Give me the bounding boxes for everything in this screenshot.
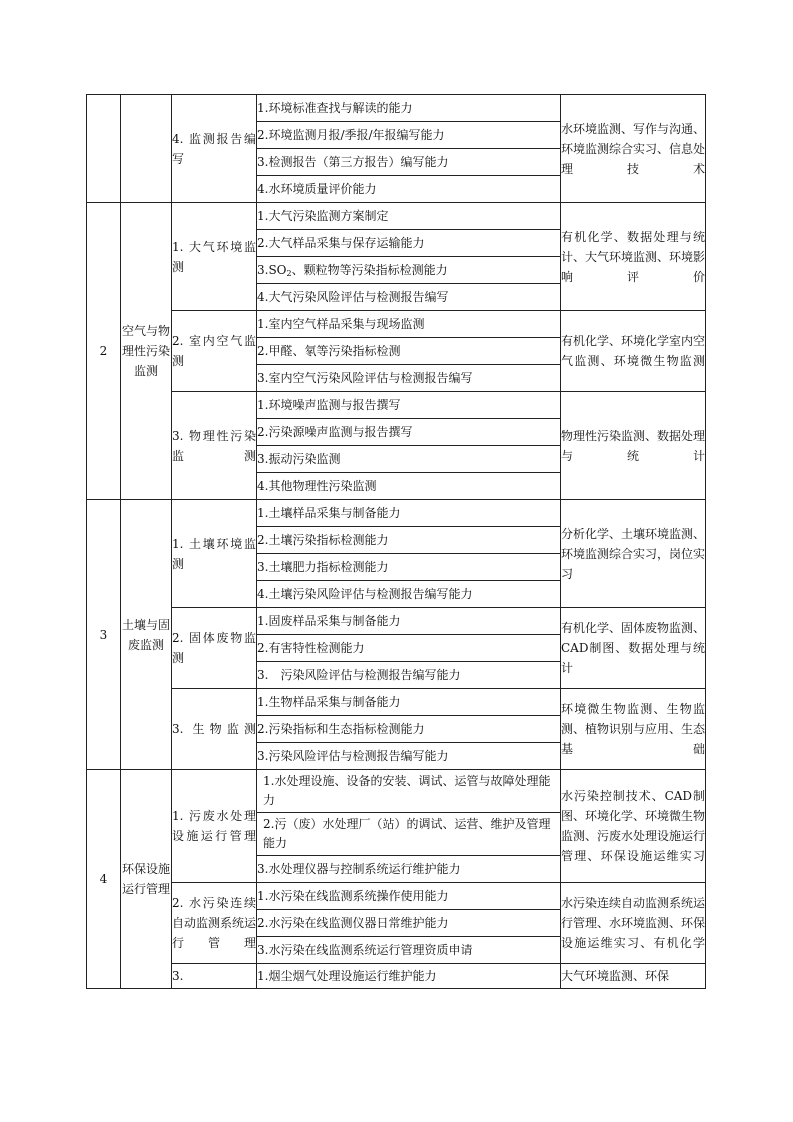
ability-cell: 2.甲醛、氡等污染指标检测	[257, 338, 561, 365]
sub-item-cell: 2. 室内空气监测	[172, 311, 257, 392]
course-cell: 环境微生物监测、生物监测、植物识别与应用、生态基础	[561, 689, 706, 770]
category-cell	[121, 95, 172, 203]
ability-cell: 2.污染源噪声监测与报告撰写	[257, 419, 561, 446]
ability-cell: 3. 污染风险评估与检测报告编写能力	[257, 662, 561, 689]
course-cell: 大气环境监测、环保	[561, 964, 706, 989]
ability-cell: 1.生物样品采集与制备能力	[257, 689, 561, 716]
course-cell: 有机化学、固体废物监测、CAD制图、数据处理与统计	[561, 608, 706, 689]
ability-cell: 1.烟尘烟气处理设施运行维护能力	[257, 964, 561, 989]
table-row	[87, 964, 706, 989]
ability-cell: 3.土壤肥力指标检测能力	[257, 554, 561, 581]
sub-item-cell: 3. 物理性污染监测	[172, 392, 257, 500]
table-row	[87, 689, 706, 716]
ability-cell: 1.室内空气样品采集与现场监测	[257, 311, 561, 338]
sub-item-cell: 1. 污废水处理设施运行管理	[172, 770, 257, 883]
ability-cell: 3.室内空气污染风险评估与检测报告编写	[257, 365, 561, 392]
course-cell: 水环境监测、写作与沟通、环境监测综合实习、信息处理技术	[561, 95, 706, 203]
sub-item-cell: 3. 生物监测	[172, 689, 257, 770]
ability-cell: 3.水污染在线监测系统运行管理资质申请	[257, 937, 561, 964]
category-cell: 土壤与固废监测	[121, 500, 172, 770]
category-cell: 空气与物理性污染监测	[121, 203, 172, 500]
row-number	[87, 95, 121, 203]
ability-cell: 3.污染风险评估与检测报告编写能力	[257, 743, 561, 770]
course-cell: 分析化学、土壤环境监测、环境监测综合实习，岗位实习	[561, 500, 706, 608]
ability-cell: 2.环境监测月报/季报/年报编写能力	[257, 122, 561, 149]
sub-item-cell: 1. 土壤环境监测	[172, 500, 257, 608]
table-row	[87, 203, 706, 230]
ability-cell: 1.水污染在线监测系统操作使用能力	[257, 883, 561, 910]
sub-item-cell: 1. 大气环境监测	[172, 203, 257, 311]
ability-cell: 1.环境噪声监测与报告撰写	[257, 392, 561, 419]
table-row	[87, 95, 706, 122]
table-row	[87, 883, 706, 910]
ability-cell: 3.检测报告（第三方报告）编写能力	[257, 149, 561, 176]
ability-cell: 4.土壤污染风险评估与检测报告编写能力	[257, 581, 561, 608]
course-cell: 有机化学、数据处理与统计、大气环境监测、环境影响评价	[561, 203, 706, 311]
sub-item-cell: 2. 固体废物监测	[172, 608, 257, 689]
row-number: 2	[87, 203, 121, 500]
ability-cell: 2.水污染在线监测仪器日常维护能力	[257, 910, 561, 937]
ability-cell: 2.有害特性检测能力	[257, 635, 561, 662]
table-row	[87, 311, 706, 338]
sub-item-cell: 4. 监测报告编写	[172, 95, 257, 203]
sub-item-cell: 2. 水污染连续自动监测系统运行管理	[172, 883, 257, 964]
ability-cell: 2.污（废）水处理厂（站）的调试、运营、维护及管理能力	[257, 813, 561, 856]
ability-course-table	[86, 94, 706, 989]
ability-cell: 1.固废样品采集与制备能力	[257, 608, 561, 635]
ability-cell: 3.水处理仪器与控制系统运行维护能力	[257, 856, 561, 883]
row-number: 4	[87, 770, 121, 989]
ability-cell: 1.水处理设施、设备的安装、调试、运管与故障处理能力	[257, 770, 561, 813]
table-row	[87, 500, 706, 527]
table-row	[87, 770, 706, 813]
category-cell: 环保设施运行管理	[121, 770, 172, 989]
ability-cell: 4.大气污染风险评估与检测报告编写	[257, 284, 561, 311]
course-cell: 水污染控制技术、CAD制图、环境化学、环境微生物监测、污废水处理设施运行管理、环保设施运维实习	[561, 770, 706, 883]
row-number: 3	[87, 500, 121, 770]
ability-cell: 4.其他物理性污染监测	[257, 473, 561, 500]
ability-cell: $3.SO_2$、颗粒物等污染指标检测能力	[257, 257, 561, 284]
ability-cell: 3.振动污染监测	[257, 446, 561, 473]
table-row	[87, 608, 706, 635]
ability-cell: 1.环境标准查找与解读的能力	[257, 95, 561, 122]
table-row	[87, 392, 706, 419]
sub-item-cell: 3.	[172, 964, 257, 989]
ability-cell: 2.大气样品采集与保存运输能力	[257, 230, 561, 257]
course-cell: 物理性污染监测、数据处理与统计	[561, 392, 706, 500]
ability-cell: 4.水环境质量评价能力	[257, 176, 561, 203]
ability-cell: 2.污染指标和生态指标检测能力	[257, 716, 561, 743]
ability-cell: 1.土壤样品采集与制备能力	[257, 500, 561, 527]
ability-cell: 1.大气污染监测方案制定	[257, 203, 561, 230]
course-cell: 有机化学、环境化学室内空气监测、环境微生物监测	[561, 311, 706, 392]
course-cell: 水污染连续自动监测系统运行管理、水环境监测、环保设施运维实习、有机化学	[561, 883, 706, 964]
ability-cell: 2.土壤污染指标检测能力	[257, 527, 561, 554]
